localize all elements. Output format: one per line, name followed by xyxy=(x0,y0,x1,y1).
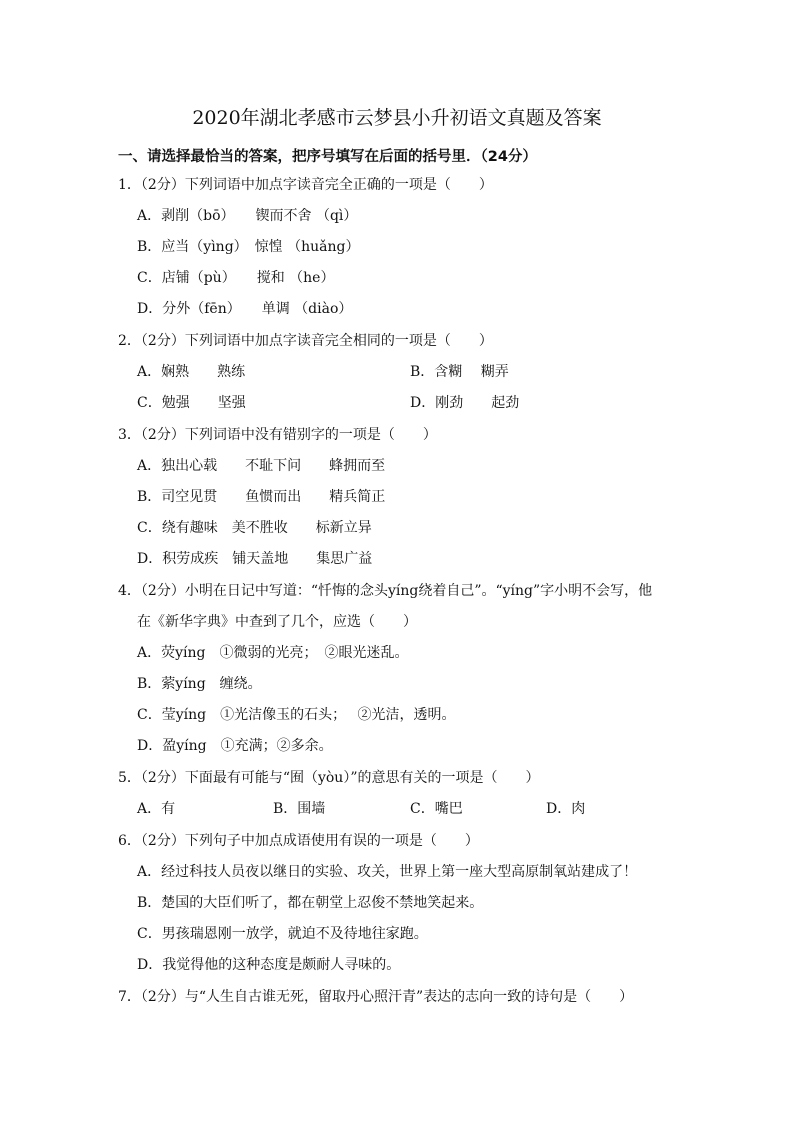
question-3-option-d: D．积劳成疾 铺天盖地 集思广益 xyxy=(137,551,373,567)
question-6-stem: 6．（2分）下列句子中加点成语使用有误的一项是（ ） xyxy=(118,833,479,849)
question-2-stem: 2．（2分）下列词语中加点字读音完全相同的一项是（ ） xyxy=(118,333,493,349)
question-1-option-d: D．分外（fēn） 单调 （diào） xyxy=(137,301,353,317)
question-6-option-d: D．我觉得他的这种态度是颇耐人寻味的。 xyxy=(137,957,401,973)
question-7-stem: 7．（2分）与“人生自古谁无死，留取丹心照汗青”表达的志向一致的诗句是（ ） xyxy=(118,989,634,1005)
question-5-stem: 5．（2分）下面最有可能与“囿（yòu）”的意思有关的一项是（ ） xyxy=(118,770,540,786)
question-3-option-b: B．司空见贯 鱼惯而出 精兵简正 xyxy=(137,489,386,505)
question-1-option-a: A．剥削（bō） 锲而不舍 （qì） xyxy=(137,208,358,224)
question-4-stem-continued: 在《新华字典》中查到了几个，应选（ ） xyxy=(137,614,417,630)
page-title: 2020年湖北孝感市云梦县小升初语文真题及答案 xyxy=(192,107,602,129)
question-6-option-a: A．经过科技人员夜以继日的实验、攻关，世界上第一座大型高原制氧站建成了！ xyxy=(137,864,638,880)
question-2-option-d: D．刚劲 起劲 xyxy=(410,395,520,411)
question-5-option-c: C．嘴巴 xyxy=(410,801,463,817)
question-5-option-a: A．有 xyxy=(137,801,176,817)
question-4-option-d: D．盈yíng ①充满；②多余。 xyxy=(137,738,333,754)
section-heading: 一、请选择最恰当的答案，把序号填写在后面的括号里．（24分） xyxy=(118,149,537,165)
question-4-option-c: C．莹yíng ①光洁像玉的石头； ②光洁，透明。 xyxy=(137,707,456,723)
question-6-option-b: B．楚国的大臣们听了，都在朝堂上忍俊不禁地笑起来。 xyxy=(137,895,484,911)
question-4-option-a: A．荧yíng ①微弱的光亮； ②眼光迷乱。 xyxy=(137,645,409,661)
question-6-option-c: C．男孩瑞恩刚一放学，就迫不及待地往家跑。 xyxy=(137,926,428,942)
question-4-option-b: B．萦yíng 缠绕。 xyxy=(137,676,262,692)
question-2-option-a: A．娴熟 熟练 xyxy=(137,364,246,380)
question-2-option-b: B．含糊 糊弄 xyxy=(410,364,509,380)
question-3-option-c: C．绕有趣味 美不胜收 标新立异 xyxy=(137,520,372,536)
question-3-option-a: A．独出心载 不耻下问 蜂拥而至 xyxy=(137,458,386,474)
question-1-stem: 1．（2分）下列词语中加点字读音完全正确的一项是（ ） xyxy=(118,177,493,193)
question-1-option-c: C．店铺（pù） 搅和 （he） xyxy=(137,270,335,286)
question-2-option-c: C．勉强 坚强 xyxy=(137,395,246,411)
question-4-stem: 4．（2分）小明在日记中写道：“忏悔的念头yíng绕着自己”。“yíng”字小明不会写，他 xyxy=(118,583,653,599)
question-5-option-b: B．围墙 xyxy=(273,801,326,817)
question-3-stem: 3．（2分）下列词语中没有错别字的一项是（ ） xyxy=(118,427,437,443)
question-1-option-b: B．应当（yìng） 惊惶 （huǎng） xyxy=(137,239,360,255)
question-5-option-d: D．肉 xyxy=(546,801,586,817)
